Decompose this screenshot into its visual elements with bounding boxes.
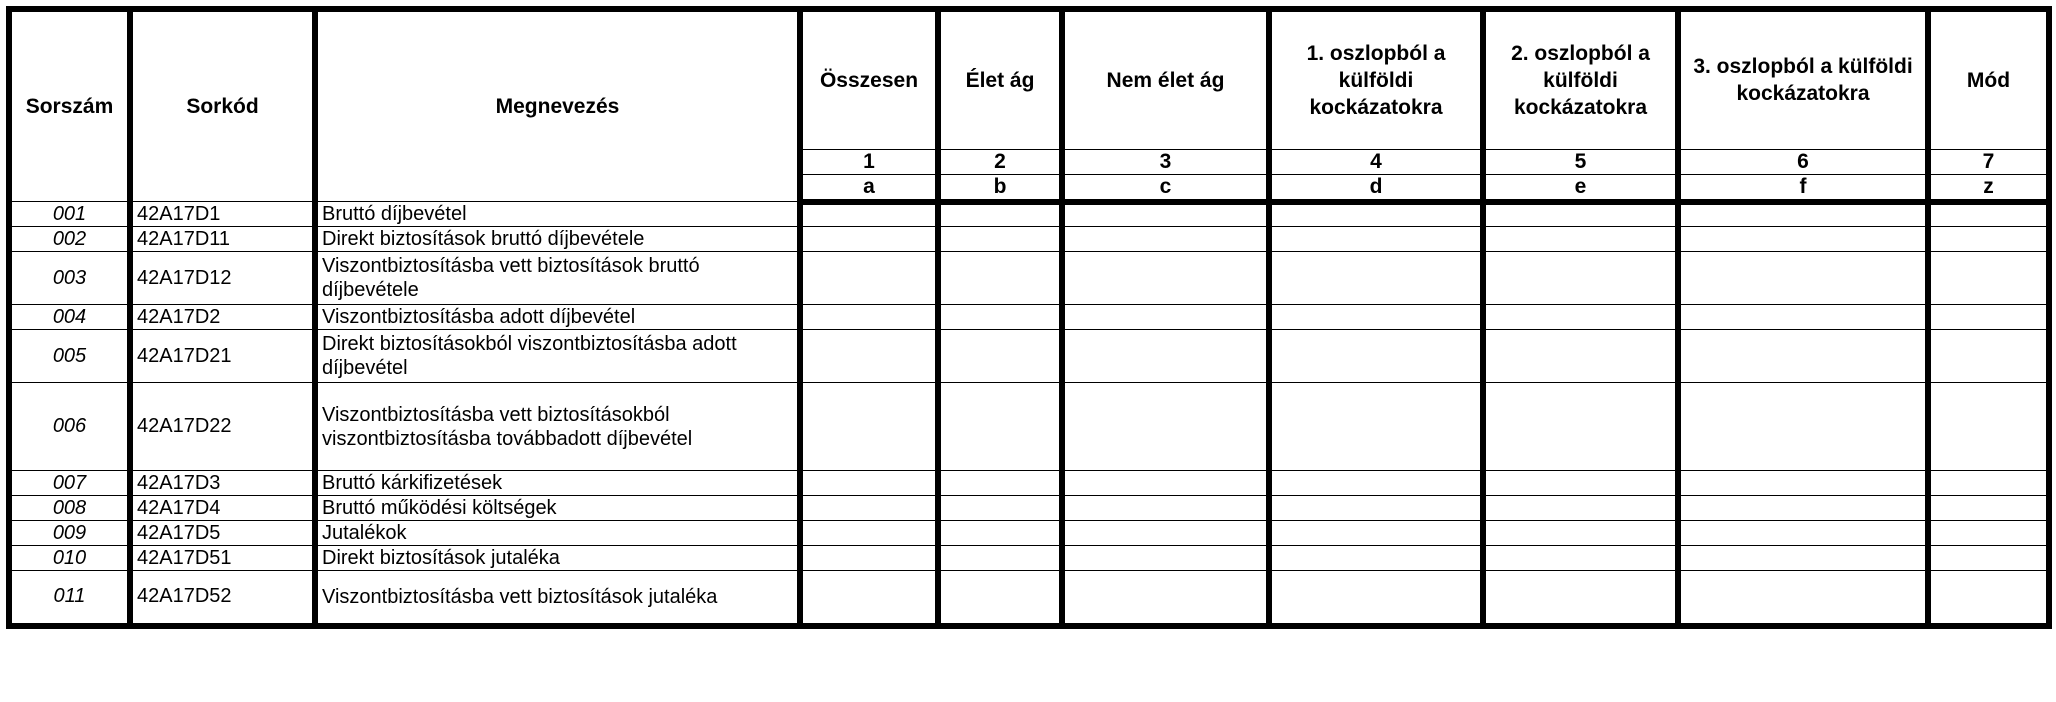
row-megnevezes: Bruttó kárkifizetések xyxy=(315,471,800,496)
data-entry-cell[interactable] xyxy=(1483,252,1678,305)
data-entry-cell[interactable] xyxy=(938,252,1062,305)
data-entry-cell[interactable] xyxy=(938,546,1062,571)
data-entry-cell[interactable] xyxy=(1483,571,1678,626)
row-sorszam: 008 xyxy=(9,496,130,521)
data-entry-cell[interactable] xyxy=(1678,252,1928,305)
table-row xyxy=(9,202,2049,227)
data-entry-cell[interactable] xyxy=(1062,471,1269,496)
column-number: 6 xyxy=(1678,149,1928,174)
row-sorszam: 006 xyxy=(9,383,130,471)
data-entry-cell[interactable] xyxy=(1269,496,1483,521)
data-entry-cell[interactable] xyxy=(800,252,938,305)
row-megnevezes: Viszontbiztosításba adott díjbevétel xyxy=(315,305,800,330)
row-sorkod: 42A17D4 xyxy=(130,496,315,521)
data-entry-cell[interactable] xyxy=(800,383,938,471)
row-sorkod: 42A17D3 xyxy=(130,471,315,496)
header-col-2: Élet ág xyxy=(938,9,1062,149)
row-megnevezes: Viszontbiztosításba vett biztosítások jutaléka xyxy=(315,571,800,626)
column-number: 7 xyxy=(1928,149,2049,174)
table-row xyxy=(9,496,2049,521)
row-megnevezes: Viszontbiztosításba vett biztosításokból viszontbiztosításba továbbadott díjbevétel xyxy=(315,383,800,471)
data-entry-cell[interactable] xyxy=(1269,571,1483,626)
table-row xyxy=(9,252,2049,305)
row-sorkod: 42A17D11 xyxy=(130,227,315,252)
data-entry-cell[interactable] xyxy=(800,496,938,521)
header-col-3: Nem élet ág xyxy=(1062,9,1269,149)
table-row xyxy=(9,521,2049,546)
table-row xyxy=(9,571,2049,626)
data-entry-cell[interactable] xyxy=(1269,202,1483,227)
row-sorkod: 42A17D5 xyxy=(130,521,315,546)
header-col-6: 3. oszlopból a külföldi kockázatokra xyxy=(1678,9,1928,149)
table-header xyxy=(9,9,2049,202)
data-entry-cell[interactable] xyxy=(938,383,1062,471)
data-entry-cell[interactable] xyxy=(1062,571,1269,626)
header-sorszam: Sorszám xyxy=(9,9,130,202)
column-letter: z xyxy=(1928,174,2049,202)
data-entry-cell[interactable] xyxy=(800,202,938,227)
report-table xyxy=(6,6,2052,629)
data-entry-cell[interactable] xyxy=(1928,252,2049,305)
header-megnevezes: Megnevezés xyxy=(315,9,800,202)
data-entry-cell[interactable] xyxy=(1062,521,1269,546)
data-entry-cell[interactable] xyxy=(1483,305,1678,330)
table-row xyxy=(9,305,2049,330)
data-entry-cell[interactable] xyxy=(1062,546,1269,571)
row-megnevezes: Jutalékok xyxy=(315,521,800,546)
data-entry-cell[interactable] xyxy=(1928,496,2049,521)
table-row xyxy=(9,546,2049,571)
data-entry-cell[interactable] xyxy=(1928,521,2049,546)
data-entry-cell[interactable] xyxy=(1678,383,1928,471)
column-letter: a xyxy=(800,174,938,202)
data-entry-cell[interactable] xyxy=(1483,330,1678,383)
data-entry-cell[interactable] xyxy=(1062,227,1269,252)
data-entry-cell[interactable] xyxy=(1928,383,2049,471)
row-sorkod: 42A17D51 xyxy=(130,546,315,571)
data-entry-cell[interactable] xyxy=(1678,546,1928,571)
column-letter: d xyxy=(1269,174,1483,202)
row-sorkod: 42A17D21 xyxy=(130,330,315,383)
row-megnevezes: Bruttó működési költségek xyxy=(315,496,800,521)
row-sorkod: 42A17D52 xyxy=(130,571,315,626)
data-entry-cell[interactable] xyxy=(800,571,938,626)
row-sorszam: 005 xyxy=(9,330,130,383)
data-entry-cell[interactable] xyxy=(1928,471,2049,496)
data-entry-cell[interactable] xyxy=(938,571,1062,626)
data-entry-cell[interactable] xyxy=(800,330,938,383)
data-entry-cell[interactable] xyxy=(800,471,938,496)
table-row xyxy=(9,227,2049,252)
table-row xyxy=(9,330,2049,383)
data-entry-cell[interactable] xyxy=(1269,521,1483,546)
data-entry-cell[interactable] xyxy=(1678,330,1928,383)
column-number: 4 xyxy=(1269,149,1483,174)
data-entry-cell[interactable] xyxy=(1928,330,2049,383)
header-col-1: Összesen xyxy=(800,9,938,149)
column-letter: c xyxy=(1062,174,1269,202)
data-entry-cell[interactable] xyxy=(800,546,938,571)
data-entry-cell[interactable] xyxy=(1062,496,1269,521)
data-entry-cell[interactable] xyxy=(1678,571,1928,626)
row-megnevezes: Viszontbiztosításba vett biztosítások bruttó díjbevétele xyxy=(315,252,800,305)
row-sorkod: 42A17D22 xyxy=(130,383,315,471)
column-number: 3 xyxy=(1062,149,1269,174)
data-entry-cell[interactable] xyxy=(1062,383,1269,471)
data-entry-cell[interactable] xyxy=(938,496,1062,521)
data-entry-cell[interactable] xyxy=(1269,305,1483,330)
row-sorkod: 42A17D2 xyxy=(130,305,315,330)
row-sorszam: 010 xyxy=(9,546,130,571)
row-megnevezes: Direkt biztosítások jutaléka xyxy=(315,546,800,571)
form-container xyxy=(6,6,2052,629)
data-entry-cell[interactable] xyxy=(1678,202,1928,227)
data-entry-cell[interactable] xyxy=(1483,227,1678,252)
data-entry-cell[interactable] xyxy=(938,471,1062,496)
data-entry-cell[interactable] xyxy=(1483,383,1678,471)
data-entry-cell[interactable] xyxy=(800,521,938,546)
header-col-4: 1. oszlopból a külföldi kockázatokra xyxy=(1269,9,1483,149)
data-entry-cell[interactable] xyxy=(1928,202,2049,227)
data-entry-cell[interactable] xyxy=(1483,546,1678,571)
row-sorkod: 42A17D12 xyxy=(130,252,315,305)
data-entry-cell[interactable] xyxy=(1928,571,2049,626)
data-entry-cell[interactable] xyxy=(1062,202,1269,227)
data-entry-cell[interactable] xyxy=(1678,305,1928,330)
row-sorszam: 003 xyxy=(9,252,130,305)
data-entry-cell[interactable] xyxy=(938,521,1062,546)
row-sorkod: 42A17D1 xyxy=(130,202,315,227)
data-entry-cell[interactable] xyxy=(1483,496,1678,521)
data-entry-cell[interactable] xyxy=(1928,305,2049,330)
data-entry-cell[interactable] xyxy=(1678,496,1928,521)
data-entry-cell[interactable] xyxy=(938,202,1062,227)
row-megnevezes: Direkt biztosításokból viszontbiztosításba adott díjbevétel xyxy=(315,330,800,383)
row-sorszam: 007 xyxy=(9,471,130,496)
data-entry-cell[interactable] xyxy=(1269,227,1483,252)
data-entry-cell[interactable] xyxy=(1269,471,1483,496)
row-sorszam: 004 xyxy=(9,305,130,330)
data-entry-cell[interactable] xyxy=(938,227,1062,252)
data-entry-cell[interactable] xyxy=(1062,330,1269,383)
header-col-7: Mód xyxy=(1928,9,2049,149)
data-entry-cell[interactable] xyxy=(1678,521,1928,546)
data-entry-cell[interactable] xyxy=(1269,546,1483,571)
data-entry-cell[interactable] xyxy=(1928,227,2049,252)
data-entry-cell[interactable] xyxy=(1269,330,1483,383)
column-number: 1 xyxy=(800,149,938,174)
data-entry-cell[interactable] xyxy=(1678,227,1928,252)
data-entry-cell[interactable] xyxy=(1483,202,1678,227)
column-letter: b xyxy=(938,174,1062,202)
data-entry-cell[interactable] xyxy=(800,305,938,330)
row-megnevezes: Direkt biztosítások bruttó díjbevétele xyxy=(315,227,800,252)
table-body xyxy=(9,202,2049,626)
data-entry-cell[interactable] xyxy=(1483,471,1678,496)
data-entry-cell[interactable] xyxy=(1062,305,1269,330)
row-sorszam: 009 xyxy=(9,521,130,546)
row-sorszam: 011 xyxy=(9,571,130,626)
header-sorkod: Sorkód xyxy=(130,9,315,202)
row-sorszam: 002 xyxy=(9,227,130,252)
column-number: 2 xyxy=(938,149,1062,174)
data-entry-cell[interactable] xyxy=(1483,521,1678,546)
data-entry-cell[interactable] xyxy=(1928,546,2049,571)
row-megnevezes: Bruttó díjbevétel xyxy=(315,202,800,227)
table-row xyxy=(9,471,2049,496)
data-entry-cell[interactable] xyxy=(1269,383,1483,471)
column-letter: f xyxy=(1678,174,1928,202)
data-entry-cell[interactable] xyxy=(1062,252,1269,305)
column-number: 5 xyxy=(1483,149,1678,174)
header-col-5: 2. oszlopból a külföldi kockázatokra xyxy=(1483,9,1678,149)
data-entry-cell[interactable] xyxy=(938,305,1062,330)
data-entry-cell[interactable] xyxy=(1678,471,1928,496)
data-entry-cell[interactable] xyxy=(800,227,938,252)
data-entry-cell[interactable] xyxy=(1269,252,1483,305)
column-letter: e xyxy=(1483,174,1678,202)
data-entry-cell[interactable] xyxy=(938,330,1062,383)
row-sorszam: 001 xyxy=(9,202,130,227)
table-row xyxy=(9,383,2049,471)
